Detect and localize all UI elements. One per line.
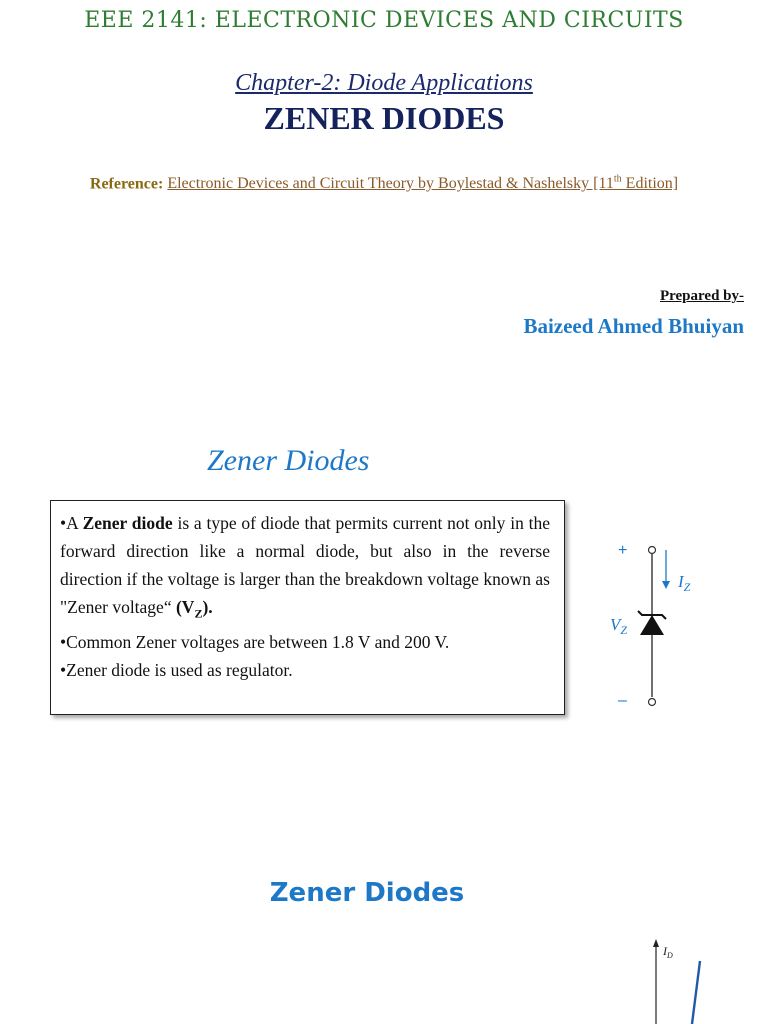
bottom-terminal bbox=[649, 699, 656, 706]
author-name: Baizeed Ahmed Bhuiyan bbox=[523, 314, 744, 338]
forward-curve bbox=[692, 961, 700, 1024]
bullet1-bold-term: Zener diode bbox=[82, 513, 173, 533]
top-terminal bbox=[649, 547, 656, 554]
plus-sign: + bbox=[618, 542, 628, 559]
diode-triangle bbox=[640, 615, 664, 635]
main-title: ZENER DIODES bbox=[263, 100, 505, 136]
bullet-zener-definition bbox=[60, 509, 550, 628]
vz-open: (V bbox=[175, 597, 195, 617]
voltage-label: $V_Z$ bbox=[610, 615, 628, 637]
bullet-voltage-range: •Common Zener voltages are between 1.8 V and 200 V. bbox=[60, 631, 450, 652]
reference-link[interactable] bbox=[167, 175, 678, 192]
bullet-regulator: •Zener diode is used as regulator. bbox=[60, 659, 293, 680]
prepared-by-label: Prepared by- bbox=[659, 288, 744, 304]
reference-label: Reference: bbox=[89, 175, 164, 193]
vz-close: ). bbox=[202, 597, 213, 617]
reference-end: Edition] bbox=[621, 175, 679, 193]
current-arrow-head bbox=[662, 581, 670, 589]
y-axis-arrow bbox=[653, 939, 659, 947]
definition-box bbox=[50, 500, 565, 715]
current-label: $I_Z$ bbox=[678, 572, 691, 594]
bullet1-body: is a type of diode that permits current not only in the forward direction like a normal diode, but also in the reverse direction if the voltage is larger than the breakdown voltage known as "Zener voltage“ bbox=[60, 513, 550, 617]
reference-sup: th bbox=[613, 174, 622, 185]
iv-characteristic-graph bbox=[620, 935, 730, 1024]
reference-line bbox=[0, 174, 768, 193]
vz-sub: Z bbox=[194, 606, 203, 621]
slide2-title: Zener Diodes bbox=[207, 444, 370, 477]
vz-symbol bbox=[175, 597, 213, 621]
bullet1-prefix: •A bbox=[60, 513, 83, 533]
reference-text: Electronic Devices and Circuit Theory by Boylestad & Nashelsky [11 bbox=[167, 175, 614, 193]
zener-symbol-diagram bbox=[600, 535, 710, 715]
chapter-title: Chapter-2: Diode Applications bbox=[235, 70, 533, 96]
slide3-title: Zener Diodes bbox=[269, 878, 465, 908]
y-axis-label: $I_D$ bbox=[663, 944, 673, 960]
course-title: EEE 2141: ELECTRONIC DEVICES AND CIRCUITS bbox=[84, 8, 684, 33]
minus-sign: – bbox=[618, 692, 627, 709]
